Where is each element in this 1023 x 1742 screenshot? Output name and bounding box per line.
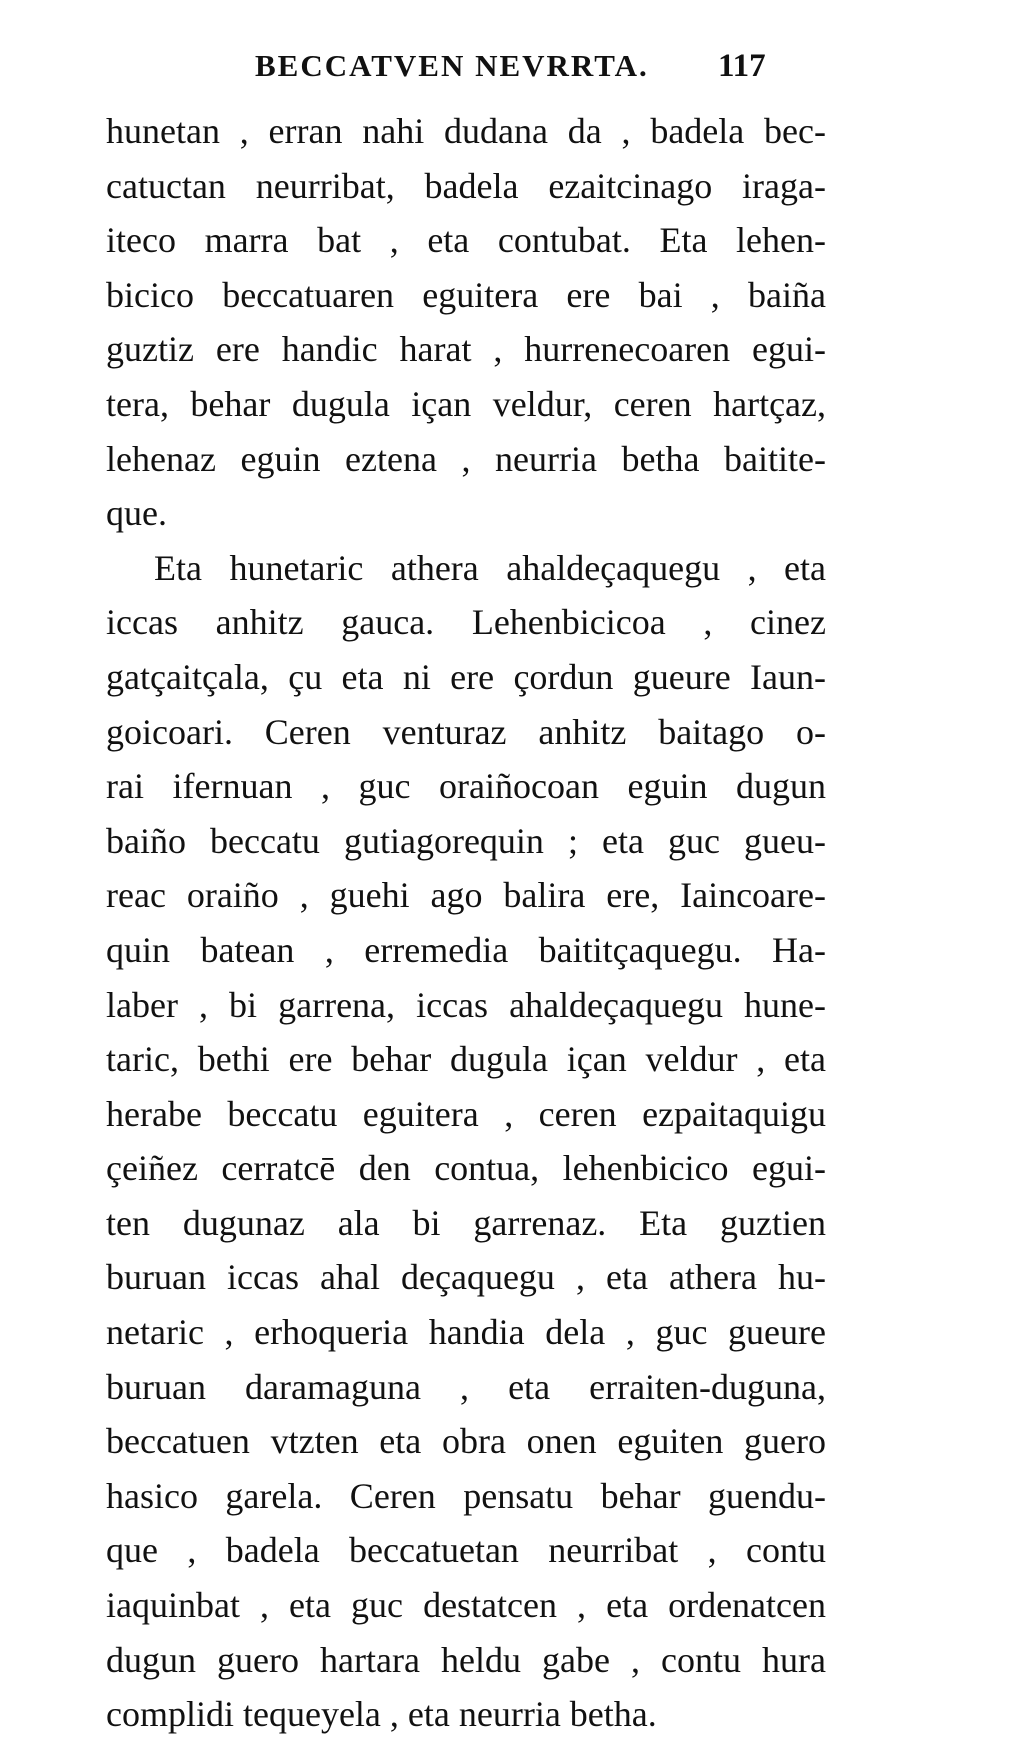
body-text <box>106 104 826 1742</box>
text-line: quin batean , erremedia baititçaquegu. Ha- <box>106 929 826 970</box>
text-line: ten dugunaz ala bi garrenaz. Eta guztien <box>106 1202 826 1243</box>
text-line: iccas anhitz gauca. Lehenbicicoa , cinez <box>106 602 826 643</box>
text-line: iaquinbat , eta guc destatcen , eta ordenatcen <box>106 1585 826 1626</box>
text-line-last: complidi tequeyela , eta neurria betha. <box>106 1694 657 1735</box>
page-number: 117 <box>718 48 766 84</box>
text-line: iteco marra bat , eta contubat. Eta lehen- <box>106 220 826 261</box>
text-line: goicoari. Ceren venturaz anhitz baitago o- <box>106 711 826 752</box>
text-line: baiño beccatu gutiagorequin ; eta guc gueu- <box>106 820 826 861</box>
running-title: BECCATVEN NEVRRTA. <box>255 48 649 83</box>
text-line: buruan iccas ahal deçaquegu , eta athera hu- <box>106 1257 826 1298</box>
text-line: hasico garela. Ceren pensatu behar guendu- <box>106 1475 826 1516</box>
text-line: netaric , erhoqueria handia dela , guc gueure <box>106 1312 826 1353</box>
text-line: rai ifernuan , guc oraiñocoan eguin dugun <box>106 766 826 807</box>
text-line: hunetan , erran nahi dudana da , badela bec- <box>106 111 826 151</box>
text-line: buruan daramaguna , eta erraiten-duguna, <box>106 1366 826 1407</box>
text-line: que. <box>106 493 167 534</box>
text-line: laber , bi garrena, iccas ahaldeçaquegu hune- <box>106 984 826 1025</box>
text-line: gatçaitçala, çu eta ni ere çordun gueure Iaun- <box>106 656 826 697</box>
text-line: tera, behar dugula içan veldur, ceren hartçaz, <box>106 383 826 424</box>
text-line: lehenaz eguin eztena , neurria betha baitite- <box>106 438 826 479</box>
text-line: guztiz ere handic harat , hurrenecoaren egui- <box>106 329 826 370</box>
text-line: çeiñez cerratcē den contua, lehenbicico egui- <box>106 1148 826 1189</box>
text-line: herabe beccatu eguitera , ceren ezpaitaquigu <box>106 1093 826 1134</box>
text-line-paragraph-start: Eta hunetaric athera ahaldeçaquegu , eta <box>154 547 826 588</box>
text-line: que , badela beccatuetan neurribat , contu <box>106 1530 826 1571</box>
text-line: dugun guero hartara heldu gabe , contu hura <box>106 1639 826 1680</box>
text-line: catuctan neurribat, badela ezaitcinago iraga- <box>106 165 826 206</box>
text-line: taric, bethi ere behar dugula içan veldur , eta <box>106 1039 826 1080</box>
text-line: reac oraiño , guehi ago balira ere, Iaincoare- <box>106 875 826 916</box>
text-line: bicico beccatuaren eguitera ere bai , baiña <box>106 274 826 315</box>
text-line: beccatuen vtzten eta obra onen eguiten guero <box>106 1421 826 1462</box>
